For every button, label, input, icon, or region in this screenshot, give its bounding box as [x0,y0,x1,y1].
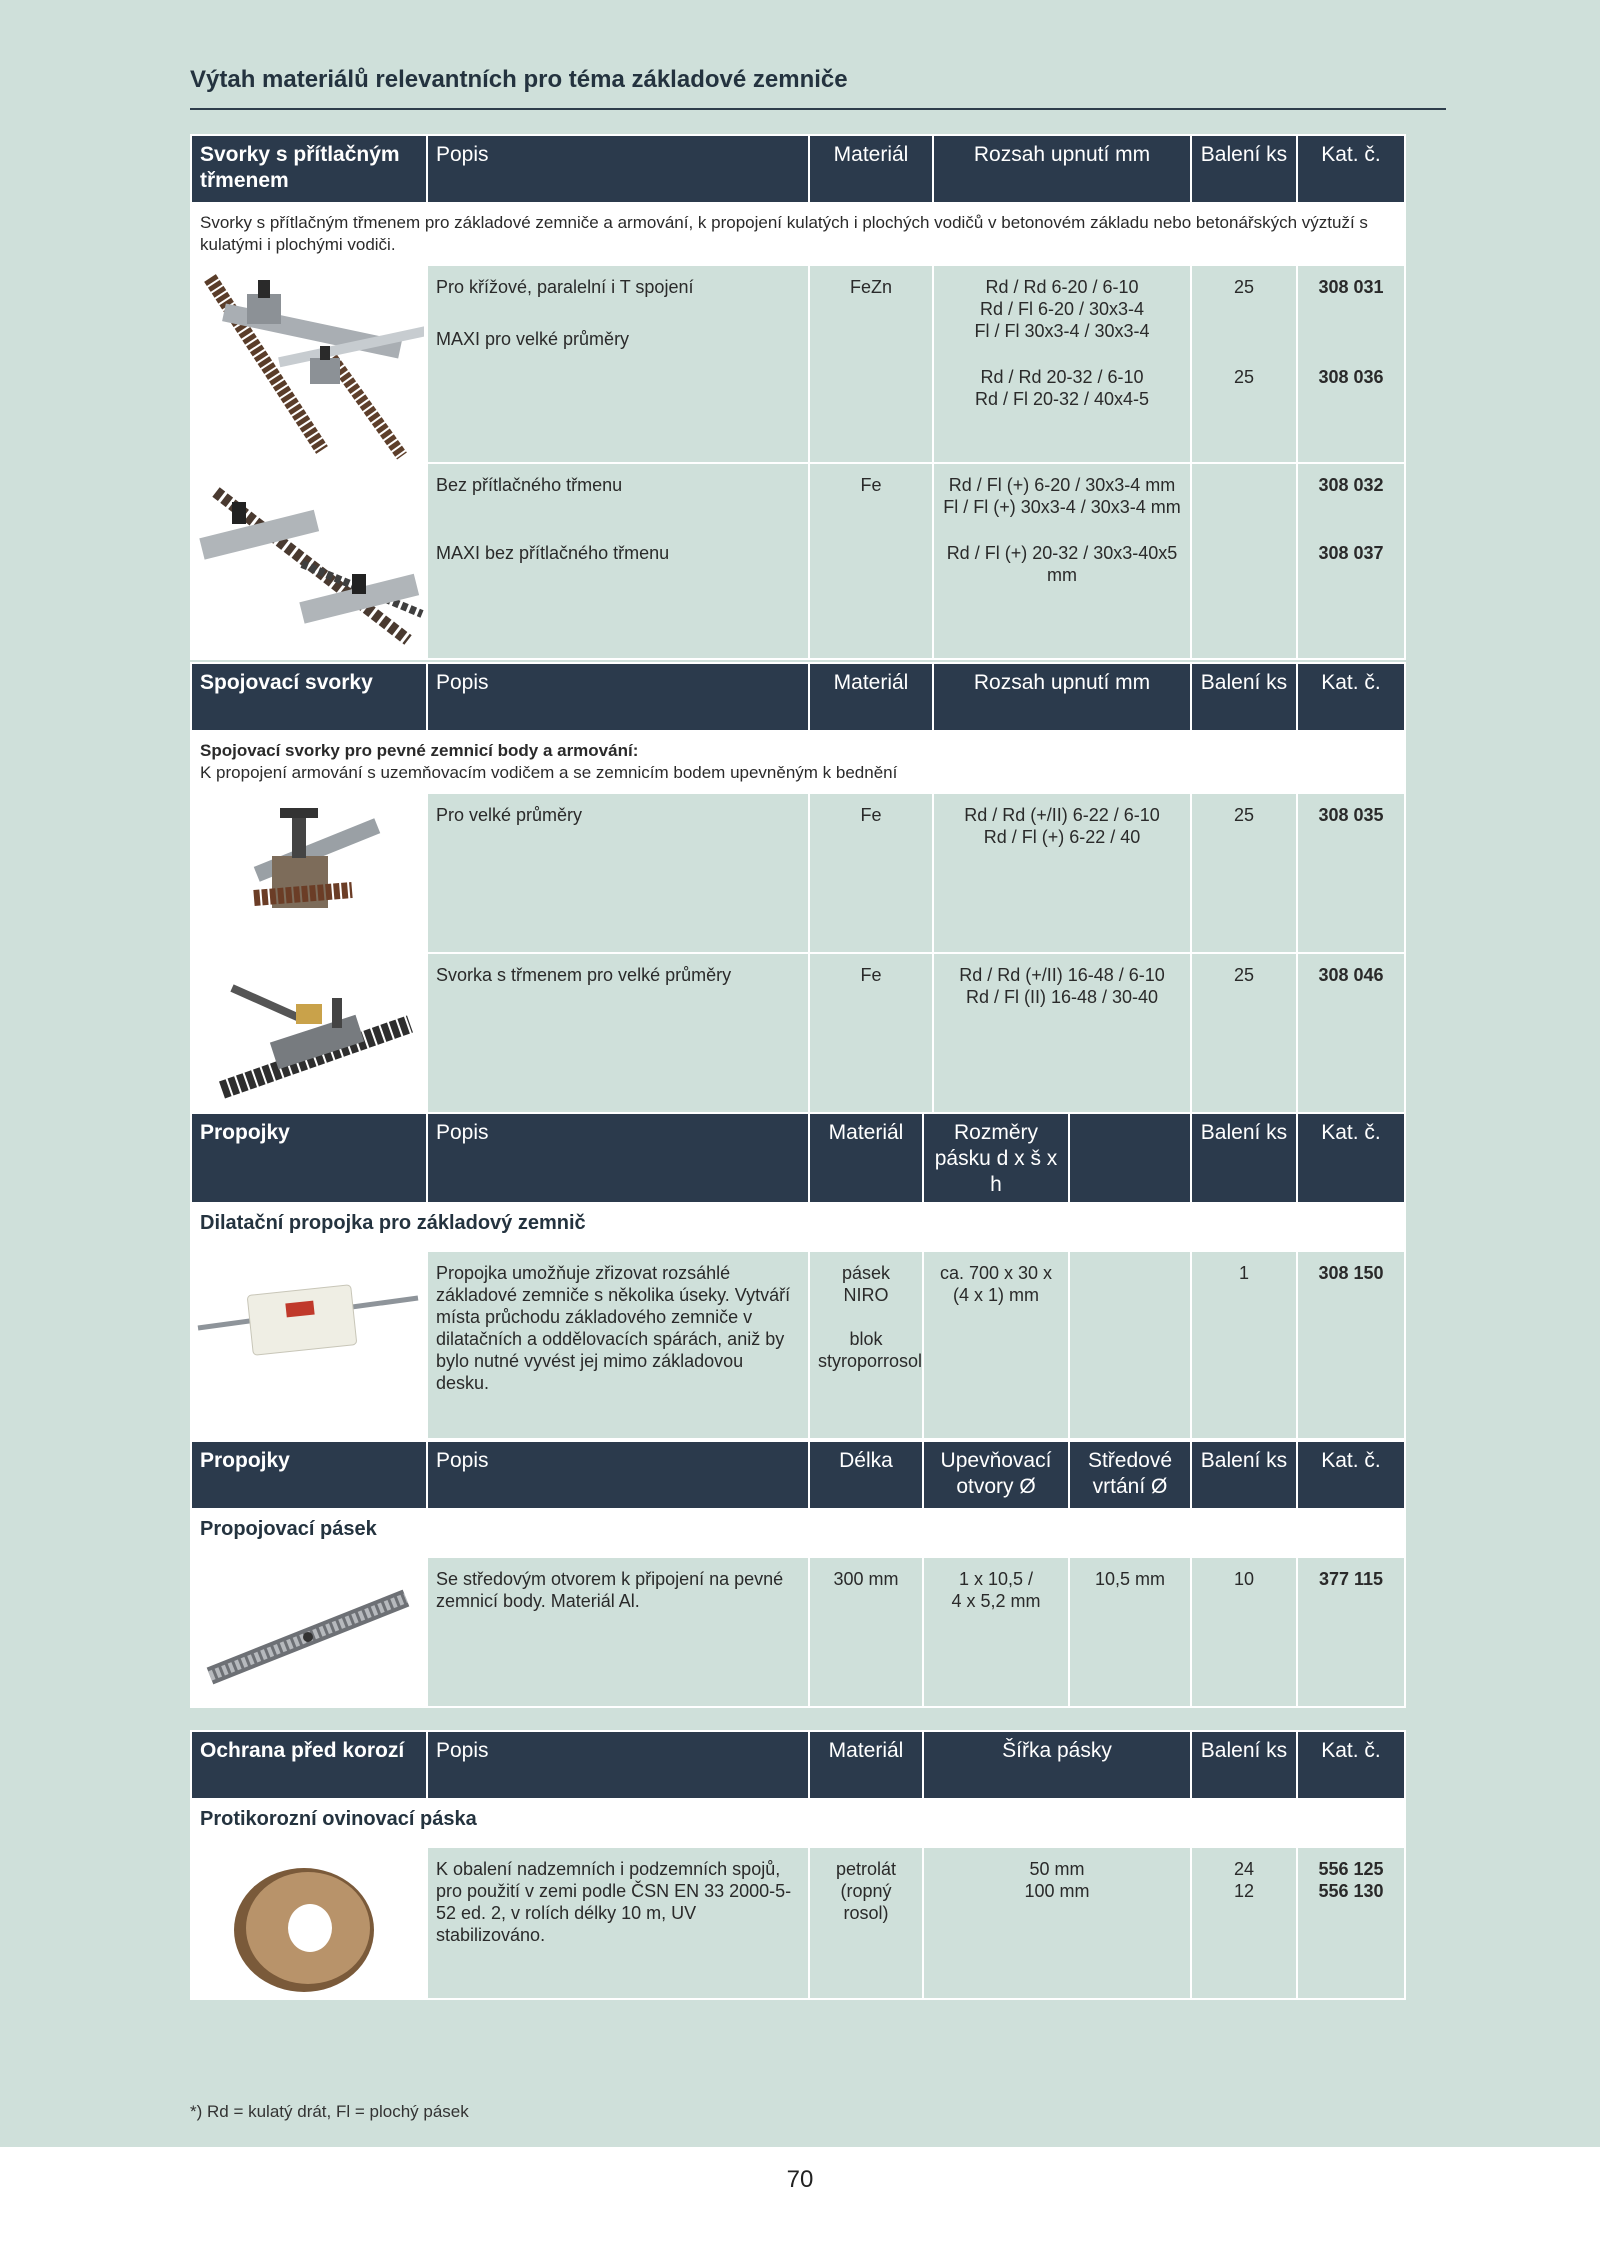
range-line: Rd / Fl 6-20 / 30x3-4 [979,299,1145,319]
row-catalog-number: 308 032 [1318,475,1384,495]
table-connecting-clamps [190,662,1406,1118]
dimension-line: ca. 700 x 30 x [939,1263,1053,1283]
row-package: 25 [1191,953,1297,1117]
table-expansion-bridge [190,1112,1406,1440]
header-strip-dimensions: Rozměry pásku d x š x h [923,1113,1069,1203]
row-material: Fe [809,793,933,953]
range-line: Rd / Fl (+) 6-20 / 30x3-4 mm [948,475,1176,495]
page-number: 70 [786,2166,814,2193]
section-intro: Svorky s přítlačným třmenem pro základové zemniče a armování, k propojení kulatých i plochých vodičů v betonovém základu nebo betonářských výztuží s kulatými i plochými vodiči. [191,203,1405,265]
row-description: Pro velké průměry [427,793,809,953]
row-material: pásek NIRO [841,1263,891,1305]
expansion-bridge-image [191,1251,427,1439]
table-row [191,1847,1405,1999]
row-description: MAXI pro velké průměry [436,329,630,349]
row-length: 300 mm [809,1557,923,1707]
header-catalog-number: Kat. č. [1297,1441,1405,1509]
clamp-without-bracket-image [191,463,427,659]
page-title: Výtah materiálů relevantních pro téma základové zemniče [190,66,848,93]
section-intro-heading: Spojovací svorky pro pevné zemnicí body a armování: [200,741,639,760]
header-package: Balení ks [1191,1441,1297,1509]
product-subheading: Protikorozní ovinovací páska [191,1799,1405,1847]
header-material: Materiál [809,1113,923,1203]
header-material: Materiál [809,663,933,731]
header-empty [1069,1113,1191,1203]
header-material: Materiál [809,135,933,203]
row-description: Propojka umožňuje zřizovat rozsáhlé základové zemniče s několika úseky. Vytváří místa průchodu základového zemniče v dilatačních a oddělovacích spárách, aniž by bylo nutné vyvést jej mimo základovou desku. [427,1251,809,1439]
header-category: Spojovací svorky [191,663,427,731]
range-line: Rd / Rd 20-32 / 6-10 [980,367,1144,387]
header-clamp-range: Rozsah upnutí mm [933,663,1191,731]
row-description: Svorka s třmenem pro velké průměry [427,953,809,1117]
row-description: MAXI bez přítlačného třmenu [436,543,670,563]
header-mounting-holes: Upevňovací otvory Ø [923,1441,1069,1509]
row-package: 1 [1191,1251,1297,1439]
title-divider [190,108,1446,110]
row-package: 10 [1191,1557,1297,1707]
product-subheading: Propojovací pásek [191,1509,1405,1557]
row-description: Se středovým otvorem k připojení na pevné zemnicí body. Materiál Al. [427,1557,809,1707]
header-length: Délka [809,1441,923,1509]
row-material: Fe [809,463,933,659]
holes-line: 1 x 10,5 / [958,1569,1034,1589]
range-line: Rd / Fl 20-32 / 40x4-5 [974,389,1150,409]
range-line: Rd / Rd (+/II) 6-22 / 6-10 [964,805,1160,825]
row-catalog-number: 377 115 [1297,1557,1405,1707]
row-description: Pro křížové, paralelní i T spojení [436,277,694,297]
header-package: Balení ks [1191,135,1297,203]
header-tape-width: Šířka pásky [923,1731,1191,1799]
table-connecting-strip [190,1440,1406,1708]
range-line: Rd / Rd 6-20 / 6-10 [985,277,1139,297]
row-package: 25 [1233,277,1255,297]
width-line: 50 mm [1029,1859,1085,1879]
section-intro: K propojení armování s uzemňovacím vodičem a se zemnicím bodem upevněným k bednění [200,763,898,782]
range-line: Rd / Fl (+) 20-32 / 30x3-40x5 [946,543,1178,563]
table-clamps-with-bracket [190,134,1406,660]
header-center-bore: Středové vrtání Ø [1069,1441,1191,1509]
clamp-image [191,265,427,463]
row-package: 24 [1233,1859,1255,1879]
header-catalog-number: Kat. č. [1297,1731,1405,1799]
anticorrosion-tape-image [191,1847,427,1999]
row-catalog-number: 308 150 [1297,1251,1405,1439]
range-line: mm [1047,565,1077,585]
header-description: Popis [427,1731,809,1799]
row-catalog-number: 308 046 [1297,953,1405,1117]
row-package: 25 [1191,793,1297,953]
range-line: Fl / Fl (+) 30x3-4 / 30x3-4 mm [943,497,1181,517]
header-package: Balení ks [1191,1113,1297,1203]
range-line: Rd / Fl (II) 16-48 / 30-40 [965,987,1159,1007]
header-package: Balení ks [1191,663,1297,731]
table-row [191,793,1405,953]
table-row [191,1251,1405,1439]
header-material: Materiál [809,1731,923,1799]
header-category: Ochrana před korozí [191,1731,427,1799]
row-description: Bez přítlačného třmenu [436,475,623,495]
row-package: 12 [1233,1881,1255,1901]
table-corrosion-protection [190,1730,1406,2000]
row-catalog-number: 308 031 [1318,277,1384,297]
row-package: 25 [1233,367,1255,387]
row-material: Fe [809,953,933,1117]
table-row [191,265,1405,463]
header-category: Svorky s přítlačným třmenem [191,135,427,203]
footnote: *) Rd = kulatý drát, Fl = plochý pásek [190,2102,469,2121]
header-category: Propojky [191,1113,427,1203]
table-row [191,463,1405,659]
header-description: Popis [427,135,809,203]
holes-line: 4 x 5,2 mm [951,1591,1041,1611]
header-catalog-number: Kat. č. [1297,1113,1405,1203]
row-material: petrolát [835,1859,897,1879]
row-catalog-number: 556 125 [1318,1859,1384,1879]
header-package: Balení ks [1191,1731,1297,1799]
bracket-clamp-image [191,953,427,1117]
header-description: Popis [427,663,809,731]
header-description: Popis [427,1441,809,1509]
table-row [191,953,1405,1117]
range-line: Rd / Fl (+) 6-22 / 40 [983,827,1141,847]
width-line: 100 mm [1024,1881,1090,1901]
header-catalog-number: Kat. č. [1297,135,1405,203]
row-catalog-number: 308 037 [1318,543,1384,563]
range-line: Fl / Fl 30x3-4 / 30x3-4 [974,321,1150,341]
page-footer-band [0,2147,1600,2263]
range-line: Rd / Rd (+/II) 16-48 / 6-10 [959,965,1165,985]
row-center-bore: 10,5 mm [1069,1557,1191,1707]
header-clamp-range: Rozsah upnutí mm [933,135,1191,203]
header-category: Propojky [191,1441,427,1509]
braided-strip-image [191,1557,427,1707]
row-description: K obalení nadzemních i podzemních spojů, pro použití v zemi podle ČSN EN 33 2000-5-52 ed. 2, v rolích délky 10 m, UV stabilizováno. [427,1847,809,1999]
product-subheading: Dilatační propojka pro základový zemnič [191,1203,1405,1251]
row-catalog-number: 556 130 [1318,1881,1384,1901]
row-catalog-number: 308 035 [1297,793,1405,953]
dimension-line: (4 x 1) mm [952,1285,1039,1305]
header-description: Popis [427,1113,809,1203]
row-material: FeZn [809,265,933,463]
table-row [191,1557,1405,1707]
row-material: blok styroporrosol [818,1329,923,1371]
row-material: (ropný rosol) [840,1881,892,1923]
row-catalog-number: 308 036 [1318,367,1384,387]
connecting-clamp-image [191,793,427,953]
header-catalog-number: Kat. č. [1297,663,1405,731]
